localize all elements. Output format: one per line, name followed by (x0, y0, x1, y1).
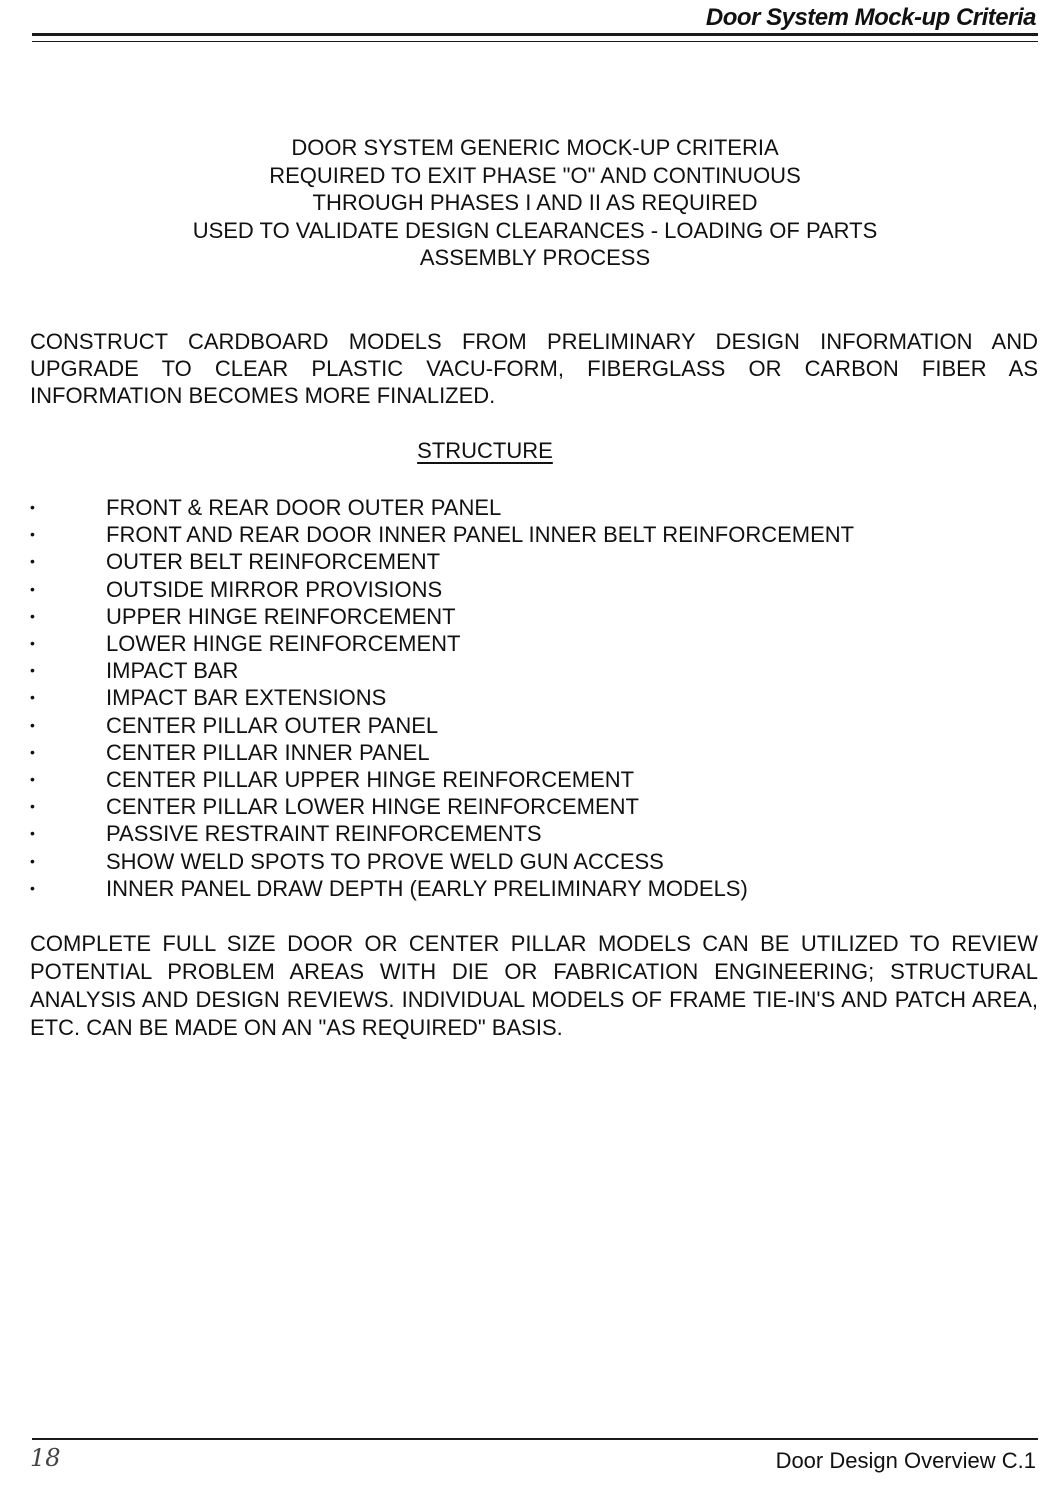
bullet-icon: • (30, 879, 35, 896)
list-item (30, 712, 1030, 739)
header-rule-thick (32, 33, 1038, 36)
list-item (30, 548, 1030, 575)
list-item (30, 603, 1030, 630)
closing-paragraph: COMPLETE FULL SIZE DOOR OR CENTER PILLAR MODELS CAN BE UTILIZED TO REVIEW POTENTIAL PROBLEM AREAS WITH DIE OR FABRICATION ENGINEERING; STRUCTURAL ANALYSIS AND DESIGN REVIEWS. INDIVIDUAL MODELS OF FRAME TIE-IN'S AND PATCH AREA, ETC. CAN BE MADE ON AN "AS REQUIRED" BASIS. (30, 931, 1038, 1040)
document-title-block (32, 134, 1038, 272)
bullet-icon: • (30, 716, 35, 733)
bullet-icon: • (30, 662, 35, 679)
list-item-text: INNER PANEL DRAW DEPTH (EARLY PRELIMINARY MODELS) (106, 875, 748, 901)
structure-bullet-list (30, 494, 1030, 902)
title-line: THROUGH PHASES I AND II AS REQUIRED (312, 190, 758, 215)
bullet-icon: • (30, 580, 35, 597)
list-item-text: CENTER PILLAR UPPER HINGE REINFORCEMENT (106, 767, 635, 793)
bullet-icon: • (30, 743, 35, 760)
list-item-text: OUTER BELT REINFORCEMENT (106, 549, 441, 575)
list-item (30, 739, 1030, 766)
bullet-icon: • (30, 852, 35, 869)
list-item-text: IMPACT BAR (106, 658, 239, 684)
list-item-text: FRONT & REAR DOOR OUTER PANEL (106, 495, 502, 520)
footer-rule (32, 1438, 1038, 1440)
intro-paragraph: CONSTRUCT CARDBOARD MODELS FROM PRELIMINARY DESIGN INFORMATION AND UPGRADE TO CLEAR PLASTIC VACU-FORM, FIBERGLASS OR CARBON FIBER AS INFORMATION BECOMES MORE FINALIZED. (30, 329, 1038, 408)
list-item-text: CENTER PILLAR OUTER PANEL (106, 712, 439, 738)
list-item (30, 820, 1030, 847)
list-item (30, 576, 1030, 603)
bullet-icon: • (30, 771, 35, 788)
bullet-icon: • (30, 825, 35, 842)
list-item-text: UPPER HINGE REINFORCEMENT (106, 603, 456, 629)
bullet-icon: • (30, 635, 35, 652)
bullet-icon: • (30, 526, 35, 543)
footer-page-number: 18 (30, 1444, 61, 1472)
list-item (30, 766, 1030, 793)
list-item (30, 494, 1030, 521)
list-item-text: FRONT AND REAR DOOR INNER PANEL INNER BELT REINFORCEMENT (106, 522, 855, 548)
list-item-text: LOWER HINGE REINFORCEMENT (106, 631, 461, 657)
header-rule-thin (32, 41, 1038, 42)
list-item (30, 521, 1030, 548)
bullet-icon: • (30, 607, 35, 624)
list-item (30, 684, 1030, 711)
list-item (30, 630, 1030, 657)
bullet-icon: • (30, 499, 35, 515)
footer-section-label: Door Design Overview C.1 (775, 1448, 1036, 1473)
list-item-text: CENTER PILLAR INNER PANEL (106, 739, 430, 765)
list-item (30, 848, 1030, 875)
running-header-title: Door System Mock-up Criteria (705, 4, 1036, 31)
section-heading-structure: STRUCTURE (417, 438, 553, 463)
bullet-icon: • (30, 689, 35, 706)
list-item (30, 793, 1030, 820)
list-item-text: CENTER PILLAR LOWER HINGE REINFORCEMENT (106, 794, 639, 820)
title-line: ASSEMBLY PROCESS (419, 245, 651, 270)
bullet-icon: • (30, 553, 35, 570)
list-item-text: SHOW WELD SPOTS TO PROVE WELD GUN ACCESS (106, 848, 664, 874)
list-item-text: OUTSIDE MIRROR PROVISIONS (106, 576, 443, 602)
bullet-icon: • (30, 798, 35, 815)
list-item (30, 875, 1030, 902)
title-line: USED TO VALIDATE DESIGN CLEARANCES - LOADING OF PARTS (192, 217, 878, 243)
title-line: REQUIRED TO EXIT PHASE "O" AND CONTINUOUS (269, 162, 801, 188)
list-item-text: PASSIVE RESTRAINT REINFORCEMENTS (106, 821, 542, 847)
list-item (30, 657, 1030, 684)
title-line: DOOR SYSTEM GENERIC MOCK-UP CRITERIA (291, 135, 779, 160)
list-item-text: IMPACT BAR EXTENSIONS (106, 685, 387, 711)
